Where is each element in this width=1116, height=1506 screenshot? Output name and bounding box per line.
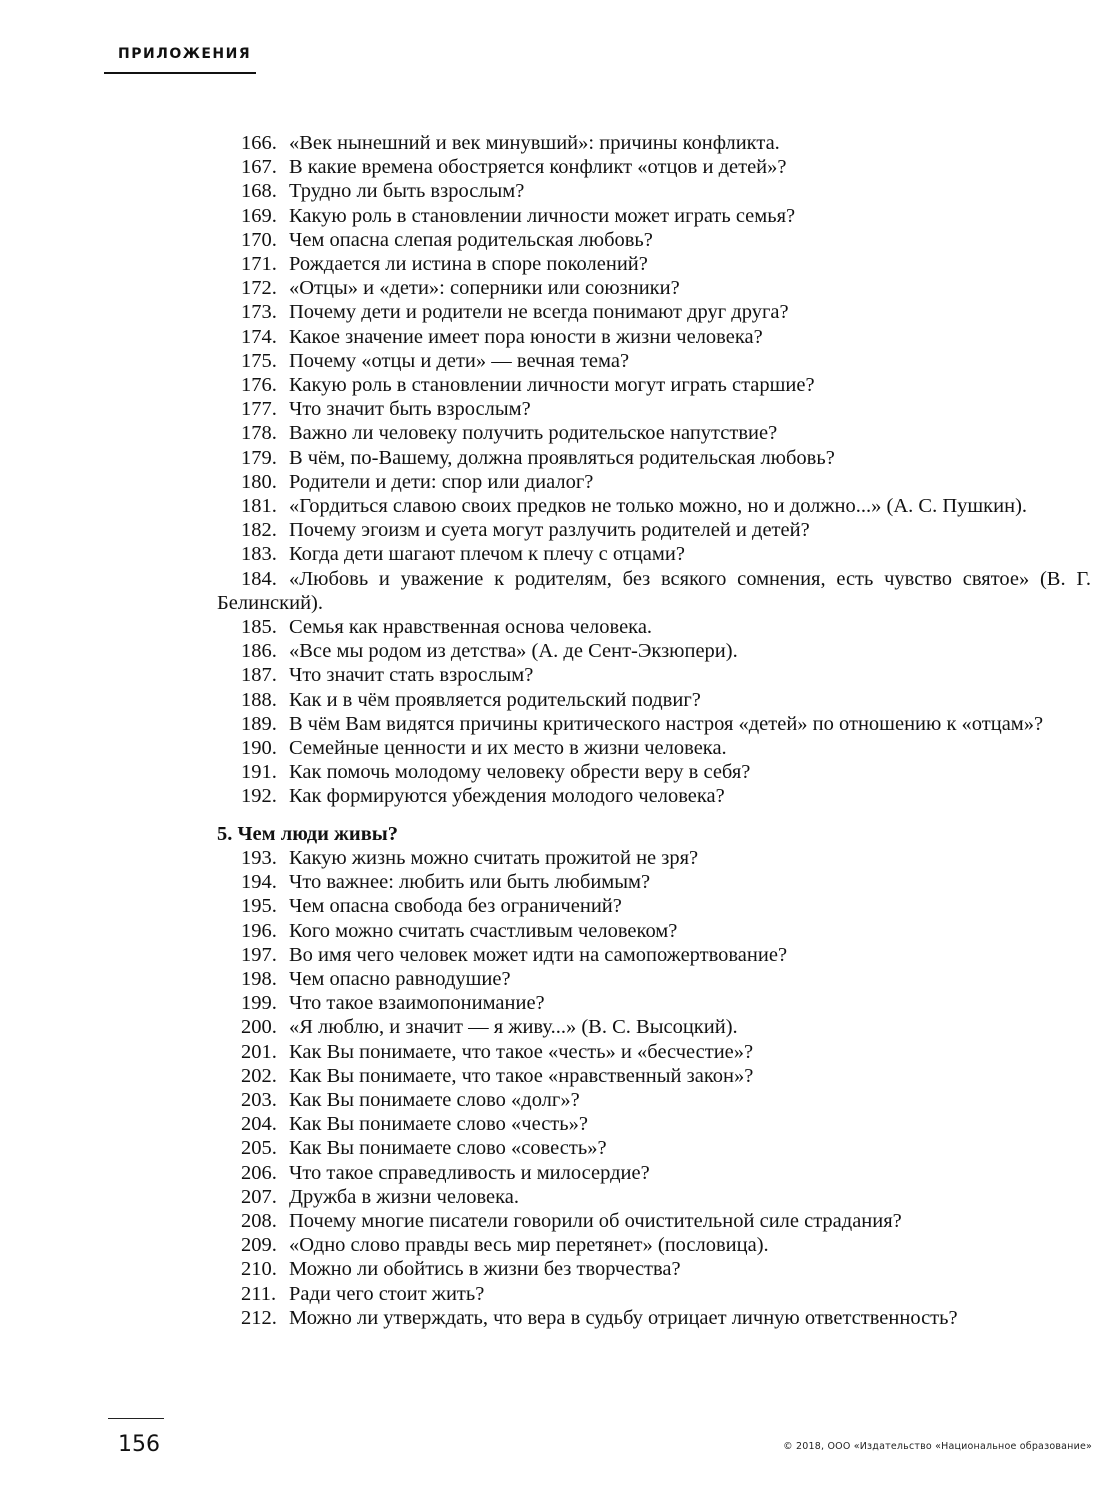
topic-item bbox=[217, 894, 1091, 918]
topic-number: 179. bbox=[241, 446, 277, 469]
topic-text: Почему эгоизм и суета могут разлучить родителей и детей? bbox=[289, 519, 810, 542]
topic-text: Семья как нравственная основа человека. bbox=[289, 616, 653, 639]
topic-number: 190. bbox=[241, 737, 277, 760]
running-title: ПРИЛОЖЕНИЯ bbox=[118, 46, 252, 62]
topic-text: Чем опасна свобода без ограничений? bbox=[289, 895, 622, 918]
topic-number: 210. bbox=[241, 1258, 277, 1281]
topic-text: Как Вы понимаете слово «долг»? bbox=[289, 1088, 580, 1111]
topic-number: 177. bbox=[241, 398, 277, 421]
topic-number: 174. bbox=[241, 325, 277, 348]
topic-number: 185. bbox=[241, 616, 277, 639]
topic-text: Во имя чего человек может идти на самопожертвование? bbox=[289, 943, 788, 966]
page-number: 156 bbox=[118, 1432, 160, 1457]
topic-number: 183. bbox=[241, 543, 277, 566]
topic-item bbox=[217, 276, 1091, 300]
topic-text: Как Вы понимаете, что такое «нравственный закон»? bbox=[289, 1064, 754, 1087]
topic-item bbox=[217, 518, 1091, 542]
topic-text: Почему «отцы и дети» — вечная тема? bbox=[289, 349, 630, 372]
topic-text: «Гордиться славою своих предков не только можно, но и должно...» (А. С. Пушкин). bbox=[289, 495, 1028, 518]
topic-list-part-2 bbox=[217, 846, 1091, 1330]
topic-text: Почему дети и родители не всегда понимают друг друга? bbox=[289, 301, 789, 324]
topic-number: 181. bbox=[241, 495, 277, 518]
topic-text: В какие времена обостряется конфликт «отцов и детей»? bbox=[289, 156, 787, 179]
topic-item bbox=[217, 542, 1091, 566]
topic-item bbox=[217, 421, 1091, 445]
topic-item bbox=[217, 1233, 1091, 1257]
topic-text: Что такое взаимопонимание? bbox=[289, 992, 545, 1015]
topic-number: 201. bbox=[241, 1040, 277, 1063]
topic-item bbox=[217, 1161, 1091, 1185]
topic-number: 191. bbox=[241, 761, 277, 784]
topic-item bbox=[217, 615, 1091, 639]
topic-text: «Я люблю, и значит — я живу...» (В. С. Высоцкий). bbox=[289, 1016, 738, 1039]
topic-number: 171. bbox=[241, 253, 277, 276]
topic-item bbox=[217, 663, 1091, 687]
copyright-notice: © 2018, ООО «Издательство «Национальное образование» bbox=[783, 1441, 1092, 1452]
topic-number: 199. bbox=[241, 992, 277, 1015]
topic-item bbox=[217, 494, 1091, 518]
topic-number: 173. bbox=[241, 301, 277, 324]
topic-text: Рождается ли истина в споре поколений? bbox=[289, 253, 648, 276]
topic-item bbox=[217, 1112, 1091, 1136]
topic-item bbox=[217, 1064, 1091, 1088]
topic-number: 184. bbox=[241, 567, 277, 590]
topic-number: 182. bbox=[241, 519, 277, 542]
topic-text: «Все мы родом из детства» (А. де Сент-Экзюпери). bbox=[289, 640, 738, 663]
topic-list-part-1 bbox=[217, 131, 1091, 809]
topic-number: 207. bbox=[241, 1185, 277, 1208]
topic-item bbox=[217, 179, 1091, 203]
topic-number: 200. bbox=[241, 1016, 277, 1039]
topic-text: Семейные ценности и их место в жизни человека. bbox=[289, 737, 727, 760]
topic-item bbox=[217, 1185, 1091, 1209]
topic-text: «Отцы» и «дети»: соперники или союзники? bbox=[289, 277, 680, 300]
topic-number: 187. bbox=[241, 664, 277, 687]
topic-item bbox=[217, 1040, 1091, 1064]
topic-text: Чем опасно равнодушие? bbox=[289, 967, 511, 990]
topic-item bbox=[217, 712, 1091, 736]
topic-text: Родители и дети: спор или диалог? bbox=[289, 470, 594, 493]
topic-item bbox=[217, 252, 1091, 276]
topic-item bbox=[217, 397, 1091, 421]
topic-text: Кого можно считать счастливым человеком? bbox=[289, 919, 678, 942]
topic-item bbox=[217, 204, 1091, 228]
section-heading: 5. Чем люди живы? bbox=[217, 822, 399, 845]
topic-item bbox=[217, 991, 1091, 1015]
topic-item bbox=[217, 736, 1091, 760]
topic-text: В чём, по-Вашему, должна проявляться родительская любовь? bbox=[289, 446, 835, 469]
topic-text: Можно ли обойтись в жизни без творчества? bbox=[289, 1258, 681, 1281]
topic-number: 193. bbox=[241, 846, 277, 869]
topic-text: Что такое справедливость и милосердие? bbox=[289, 1161, 650, 1184]
topic-item bbox=[217, 943, 1091, 967]
topic-text: Какое значение имеет пора юности в жизни человека? bbox=[289, 325, 763, 348]
topic-text: Чем опасна слепая родительская любовь? bbox=[289, 228, 653, 251]
topic-text: Почему многие писатели говорили об очистительной силе страдания? bbox=[289, 1209, 902, 1232]
topic-number: 166. bbox=[241, 132, 277, 154]
topic-text: Трудно ли быть взрослым? bbox=[289, 180, 525, 203]
topic-item bbox=[217, 349, 1091, 373]
topic-text: «Одно слово правды весь мир перетянет» (пословица). bbox=[289, 1234, 769, 1257]
topic-item bbox=[217, 373, 1091, 397]
topic-text: В чём Вам видятся причины критического настроя «детей» по отношению к «отцам»? bbox=[289, 712, 1044, 735]
topic-number: 178. bbox=[241, 422, 277, 445]
topic-item bbox=[217, 784, 1091, 808]
topic-item bbox=[217, 446, 1091, 470]
topic-text: Какую роль в становлении личности могут играть старшие? bbox=[289, 374, 815, 397]
topic-number: 172. bbox=[241, 277, 277, 300]
topic-item bbox=[217, 639, 1091, 663]
topic-item bbox=[217, 1209, 1091, 1233]
topic-item bbox=[217, 325, 1091, 349]
question-list bbox=[217, 131, 1091, 1330]
topic-number: 194. bbox=[241, 871, 277, 894]
topic-number: 204. bbox=[241, 1113, 277, 1136]
topic-item bbox=[217, 1257, 1091, 1281]
topic-item bbox=[217, 1088, 1091, 1112]
topic-number: 209. bbox=[241, 1234, 277, 1257]
topic-number: 189. bbox=[241, 712, 277, 735]
topic-item bbox=[217, 919, 1091, 943]
topic-number: 175. bbox=[241, 349, 277, 372]
topic-number: 176. bbox=[241, 374, 277, 397]
topic-item bbox=[217, 1015, 1091, 1039]
topic-text: Как Вы понимаете, что такое «честь» и «бесчестие»? bbox=[289, 1040, 754, 1063]
topic-number: 192. bbox=[241, 785, 277, 808]
footer-rule bbox=[108, 1418, 164, 1419]
topic-text: Важно ли человеку получить родительское напутствие? bbox=[289, 422, 778, 445]
topic-item bbox=[217, 688, 1091, 712]
topic-number: 168. bbox=[241, 180, 277, 203]
topic-number: 195. bbox=[241, 895, 277, 918]
topic-number: 208. bbox=[241, 1209, 277, 1232]
topic-text: Как формируются убеждения молодого человека? bbox=[289, 785, 725, 808]
topic-item bbox=[217, 870, 1091, 894]
topic-number: 205. bbox=[241, 1137, 277, 1160]
topic-item bbox=[217, 470, 1091, 494]
header-rule bbox=[104, 72, 256, 74]
topic-number: 167. bbox=[241, 156, 277, 179]
topic-number: 196. bbox=[241, 919, 277, 942]
topic-text: Как Вы понимаете слово «честь»? bbox=[289, 1113, 588, 1136]
topic-item bbox=[217, 228, 1091, 252]
topic-text: «Век нынешний и век минувший»: причины конфликта. bbox=[289, 132, 780, 154]
topic-text: Как помочь молодому человеку обрести веру в себя? bbox=[289, 761, 751, 784]
topic-item bbox=[217, 846, 1091, 870]
topic-number: 203. bbox=[241, 1088, 277, 1111]
topic-text: Какую жизнь можно считать прожитой не зря? bbox=[289, 846, 699, 869]
topic-item bbox=[217, 300, 1091, 324]
topic-number: 188. bbox=[241, 688, 277, 711]
topic-number: 186. bbox=[241, 640, 277, 663]
topic-item bbox=[217, 567, 1091, 615]
topic-item bbox=[217, 1136, 1091, 1160]
topic-text: Что значит быть взрослым? bbox=[289, 398, 531, 421]
topic-item bbox=[217, 760, 1091, 784]
topic-text: Какую роль в становлении личности может играть семья? bbox=[289, 204, 796, 227]
topic-text: Что значит стать взрослым? bbox=[289, 664, 534, 687]
topic-number: 170. bbox=[241, 228, 277, 251]
topic-number: 212. bbox=[241, 1306, 277, 1329]
topic-item bbox=[217, 967, 1091, 991]
topic-text: Ради чего стоит жить? bbox=[289, 1282, 485, 1305]
topic-text: Дружба в жизни человека. bbox=[289, 1185, 520, 1208]
topic-text: «Любовь и уважение к родителям, без всякого сомнения, есть чувство святое» (В. Г. Белинский). bbox=[217, 567, 1091, 614]
topic-item bbox=[217, 1306, 1091, 1330]
topic-text: Что важнее: любить или быть любимым? bbox=[289, 871, 651, 894]
topic-item bbox=[217, 131, 1091, 155]
topic-text: Можно ли утверждать, что вера в судьбу отрицает личную ответственность? bbox=[289, 1306, 958, 1329]
topic-item bbox=[217, 155, 1091, 179]
topic-number: 169. bbox=[241, 204, 277, 227]
topic-text: Когда дети шагают плечом к плечу с отцами? bbox=[289, 543, 685, 566]
topic-number: 197. bbox=[241, 943, 277, 966]
topic-text: Как и в чём проявляется родительский подвиг? bbox=[289, 688, 701, 711]
topic-item bbox=[217, 1282, 1091, 1306]
topic-number: 198. bbox=[241, 967, 277, 990]
topic-number: 206. bbox=[241, 1161, 277, 1184]
topic-number: 180. bbox=[241, 470, 277, 493]
topic-text: Как Вы понимаете слово «совесть»? bbox=[289, 1137, 607, 1160]
topic-number: 211. bbox=[241, 1282, 277, 1305]
topic-number: 202. bbox=[241, 1064, 277, 1087]
